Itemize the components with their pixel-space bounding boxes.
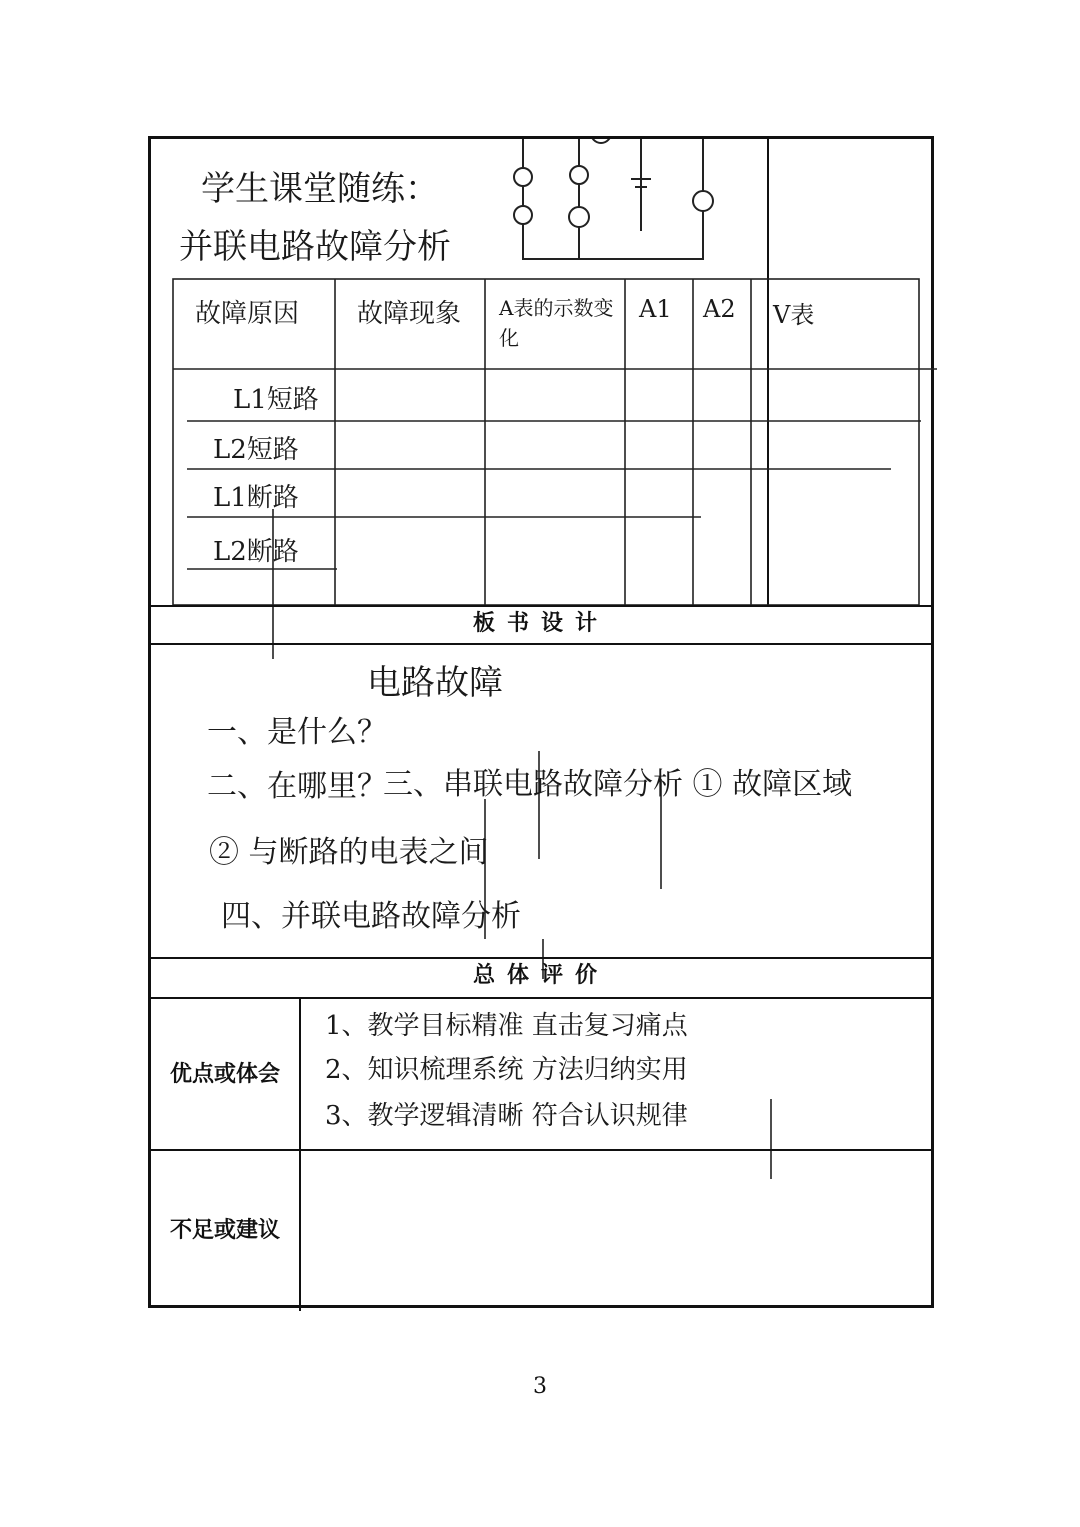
divider [151,643,931,645]
weaknesses-label: 不足或建议 [169,1218,280,1243]
table-header-a2: A2 [703,295,736,323]
table-header-phenomenon: 故障现象 [357,299,462,329]
blackboard-heading: 板书设计 [472,611,609,636]
strength-item: 3、教学逻辑清晰 符合认识规律 [325,1101,688,1131]
table-header-v: V表 [773,301,815,329]
table-row-label: L2短路 [213,435,299,465]
table-row-label: L2断路 [213,537,299,567]
blackboard-line: 三、串联电路故障分析 ① 故障区域 [383,767,853,802]
circuit-diagram [514,139,713,259]
label-column-divider [299,997,301,1311]
practice-subtitle: 并联电路故障分析 [179,227,451,267]
blackboard-line: 二、在哪里？ [207,769,387,804]
practice-title: 学生课堂随练： [201,169,439,209]
blackboard-line: 一、是什么？ [207,715,387,750]
divider [151,1149,931,1151]
blackboard-line: ② 与断路的电表之间 [209,835,489,870]
page-number: 3 [533,1374,547,1399]
strengths-label: 优点或体会 [169,1062,280,1087]
table-header-a-change: A表的示数变化 [499,296,614,350]
table-header-cause: 故障原因 [195,299,300,329]
strength-item: 1、教学目标精准 直击复习痛点 [325,1011,688,1041]
divider [151,997,931,999]
strength-item: 2、知识梳理系统 方法归纳实用 [325,1055,688,1085]
blackboard-line: 四、并联电路故障分析 [221,899,521,934]
table-row-label: L1断路 [213,483,299,513]
evaluation-heading: 总体评价 [472,963,609,988]
blackboard-title: 电路故障 [367,663,503,703]
evaluation-form [148,136,934,1308]
table-row-label: L1短路 [233,385,319,415]
table-header-a1: A1 [639,295,672,323]
